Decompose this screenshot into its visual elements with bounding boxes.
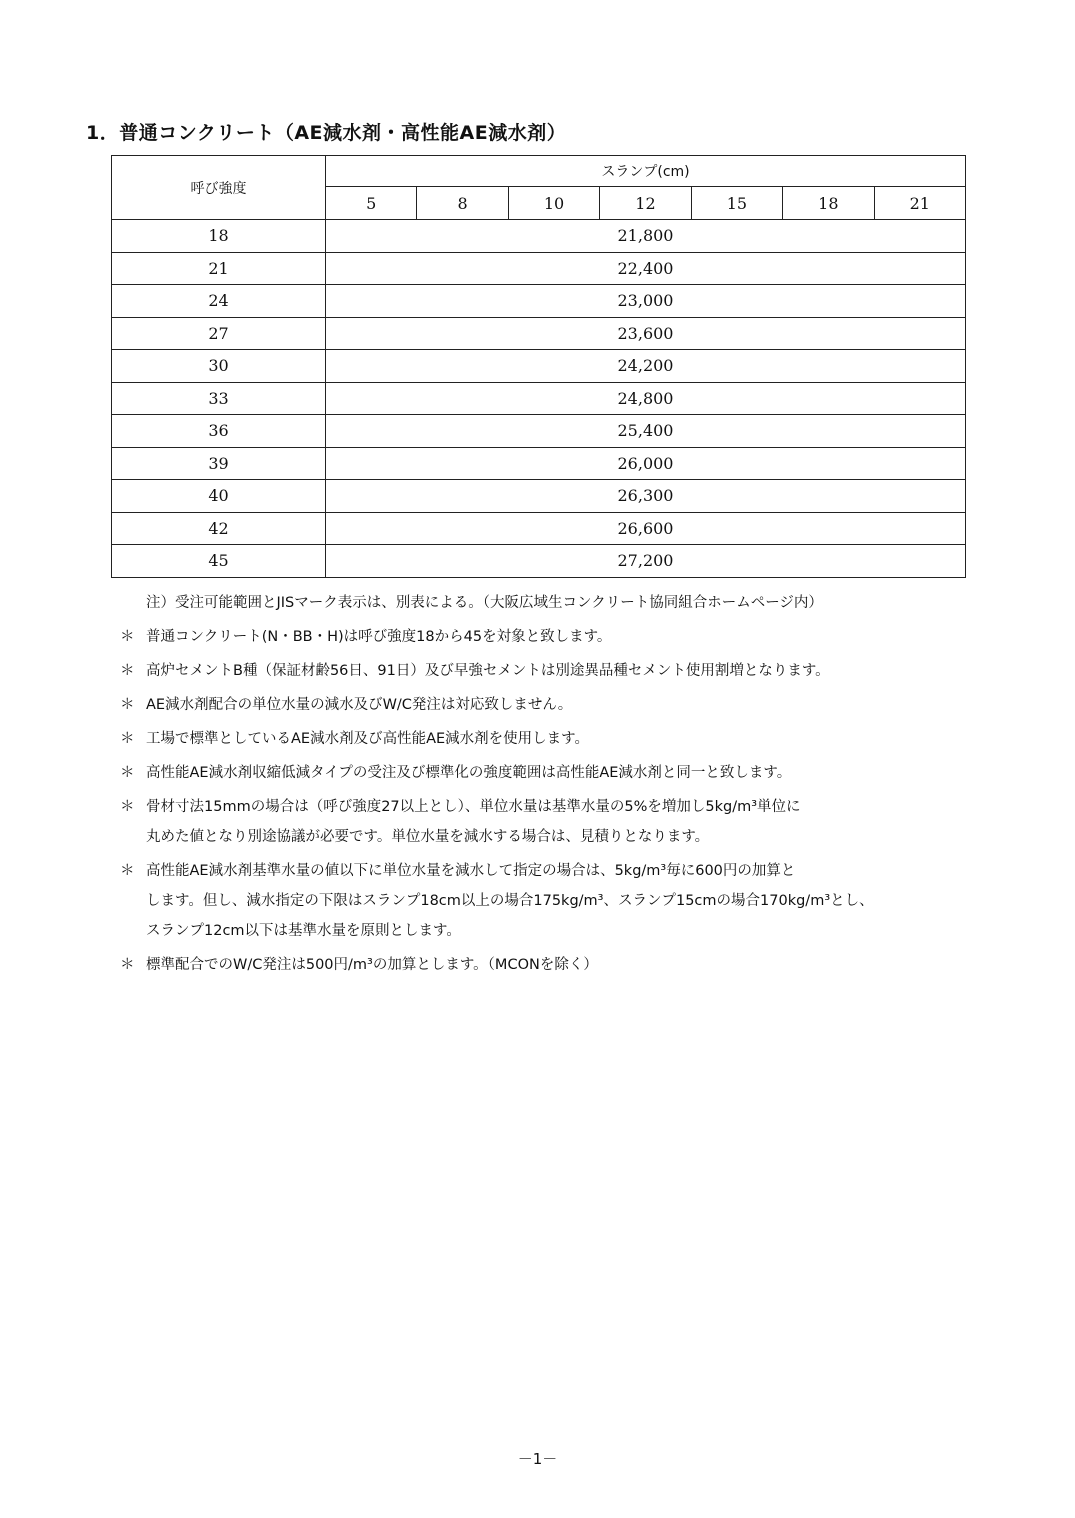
table-row (112, 512, 966, 545)
strength-cell: 39 (112, 447, 326, 480)
asterisk-bullet: ＊ (120, 799, 135, 815)
page-title: 1．普通コンクリート（AE減水剤・高性能AE減水剤） (86, 122, 567, 144)
price-cell: 22,400 (326, 252, 966, 285)
price-cell: 25,400 (326, 415, 966, 448)
slump-value-cell: 12 (600, 187, 691, 220)
note-text (146, 758, 980, 788)
note-text (146, 656, 980, 686)
strength-cell: 30 (112, 350, 326, 383)
note-text (146, 622, 980, 652)
strength-cell: 27 (112, 317, 326, 350)
price-cell: 26,600 (326, 512, 966, 545)
note-intro: 注）受注可能範囲とJISマーク表示は、別表による。（大阪広域生コンクリート協同組合ホームページ内） (146, 595, 823, 611)
table-row (112, 350, 966, 383)
note-text (146, 792, 980, 852)
table-row (112, 415, 966, 448)
note-text (146, 690, 980, 720)
note-line: 高炉セメントB種（保証材齢56日、91日）及び早強セメントは別途異品種セメント使用割増となります。 (146, 663, 830, 679)
note-line: AE減水剤配合の単位水量の減水及びW/C発注は対応致しません。 (146, 697, 573, 713)
slump-value-cell: 18 (783, 187, 874, 220)
slump-value-cell: 21 (874, 187, 965, 220)
note-line: 高性能AE減水剤基準水量の値以下に単位水量を減水して指定の場合は、5kg/m³毎に600円の加算と (146, 863, 796, 879)
note-item (120, 690, 980, 720)
strength-cell: 24 (112, 285, 326, 318)
asterisk-bullet: ＊ (120, 697, 135, 713)
strength-cell: 33 (112, 382, 326, 415)
price-cell: 24,200 (326, 350, 966, 383)
note-line: 高性能AE減水剤収縮低減タイプの受注及び標準化の強度範囲は高性能AE減水剤と同一と致します。 (146, 765, 792, 781)
note-item (120, 856, 980, 946)
note-item (120, 622, 980, 652)
strength-cell: 40 (112, 480, 326, 513)
price-table-body (112, 220, 966, 578)
strength-cell: 18 (112, 220, 326, 253)
table-row (112, 317, 966, 350)
strength-cell: 42 (112, 512, 326, 545)
price-cell: 21,800 (326, 220, 966, 253)
price-table (111, 155, 966, 578)
slump-value-cell: 10 (508, 187, 599, 220)
note-line: 工場で標準としているAE減水剤及び高性能AE減水剤を使用します。 (146, 731, 589, 747)
price-cell: 26,000 (326, 447, 966, 480)
strength-header: 呼び強度 (112, 156, 326, 220)
price-cell: 23,600 (326, 317, 966, 350)
table-row (112, 480, 966, 513)
strength-cell: 21 (112, 252, 326, 285)
slump-header: スランプ(cm) (326, 156, 966, 187)
slump-value-cell: 15 (691, 187, 782, 220)
slump-value-cell: 5 (326, 187, 417, 220)
table-row (112, 285, 966, 318)
table-row (112, 545, 966, 578)
slump-value-cell: 8 (417, 187, 508, 220)
note-line: 標準配合でのW/C発注は500円/m³の加算とします。（MCONを除く） (146, 957, 598, 973)
notes-section (120, 588, 980, 984)
strength-cell: 36 (112, 415, 326, 448)
table-row (112, 447, 966, 480)
note-line: スランプ12cm以下は基準水量を原則とします。 (146, 923, 461, 939)
asterisk-bullet: ＊ (120, 731, 135, 747)
table-row (112, 220, 966, 253)
asterisk-bullet: ＊ (120, 863, 135, 879)
note-text (146, 950, 980, 980)
note-item (120, 724, 980, 754)
note-item (120, 792, 980, 852)
note-line: 普通コンクリート(N・BB・H)は呼び強度18から45を対象と致します。 (146, 629, 612, 645)
asterisk-bullet: ＊ (120, 765, 135, 781)
note-line: 丸めた値となり別途協議が必要です。単位水量を減水する場合は、見積りとなります。 (146, 829, 710, 845)
note-line: 骨材寸法15mmの場合は（呼び強度27以上とし）、単位水量は基準水量の5%を増加し5kg/m³単位に (146, 799, 801, 815)
note-item (120, 656, 980, 686)
price-cell: 24,800 (326, 382, 966, 415)
asterisk-bullet: ＊ (120, 629, 135, 645)
note-line: します。但し、減水指定の下限はスランプ18cm以上の場合175kg/m³、スランプ15cmの場合170kg/m³とし、 (146, 893, 874, 909)
page-number: －1－ (517, 1450, 558, 1468)
strength-cell: 45 (112, 545, 326, 578)
note-item (120, 758, 980, 788)
note-text (146, 724, 980, 754)
table-row (112, 252, 966, 285)
asterisk-bullet: ＊ (120, 663, 135, 679)
table-row (112, 382, 966, 415)
note-item (120, 950, 980, 980)
note-text (146, 856, 980, 946)
price-cell: 26,300 (326, 480, 966, 513)
asterisk-bullet: ＊ (120, 957, 135, 973)
price-cell: 23,000 (326, 285, 966, 318)
price-cell: 27,200 (326, 545, 966, 578)
